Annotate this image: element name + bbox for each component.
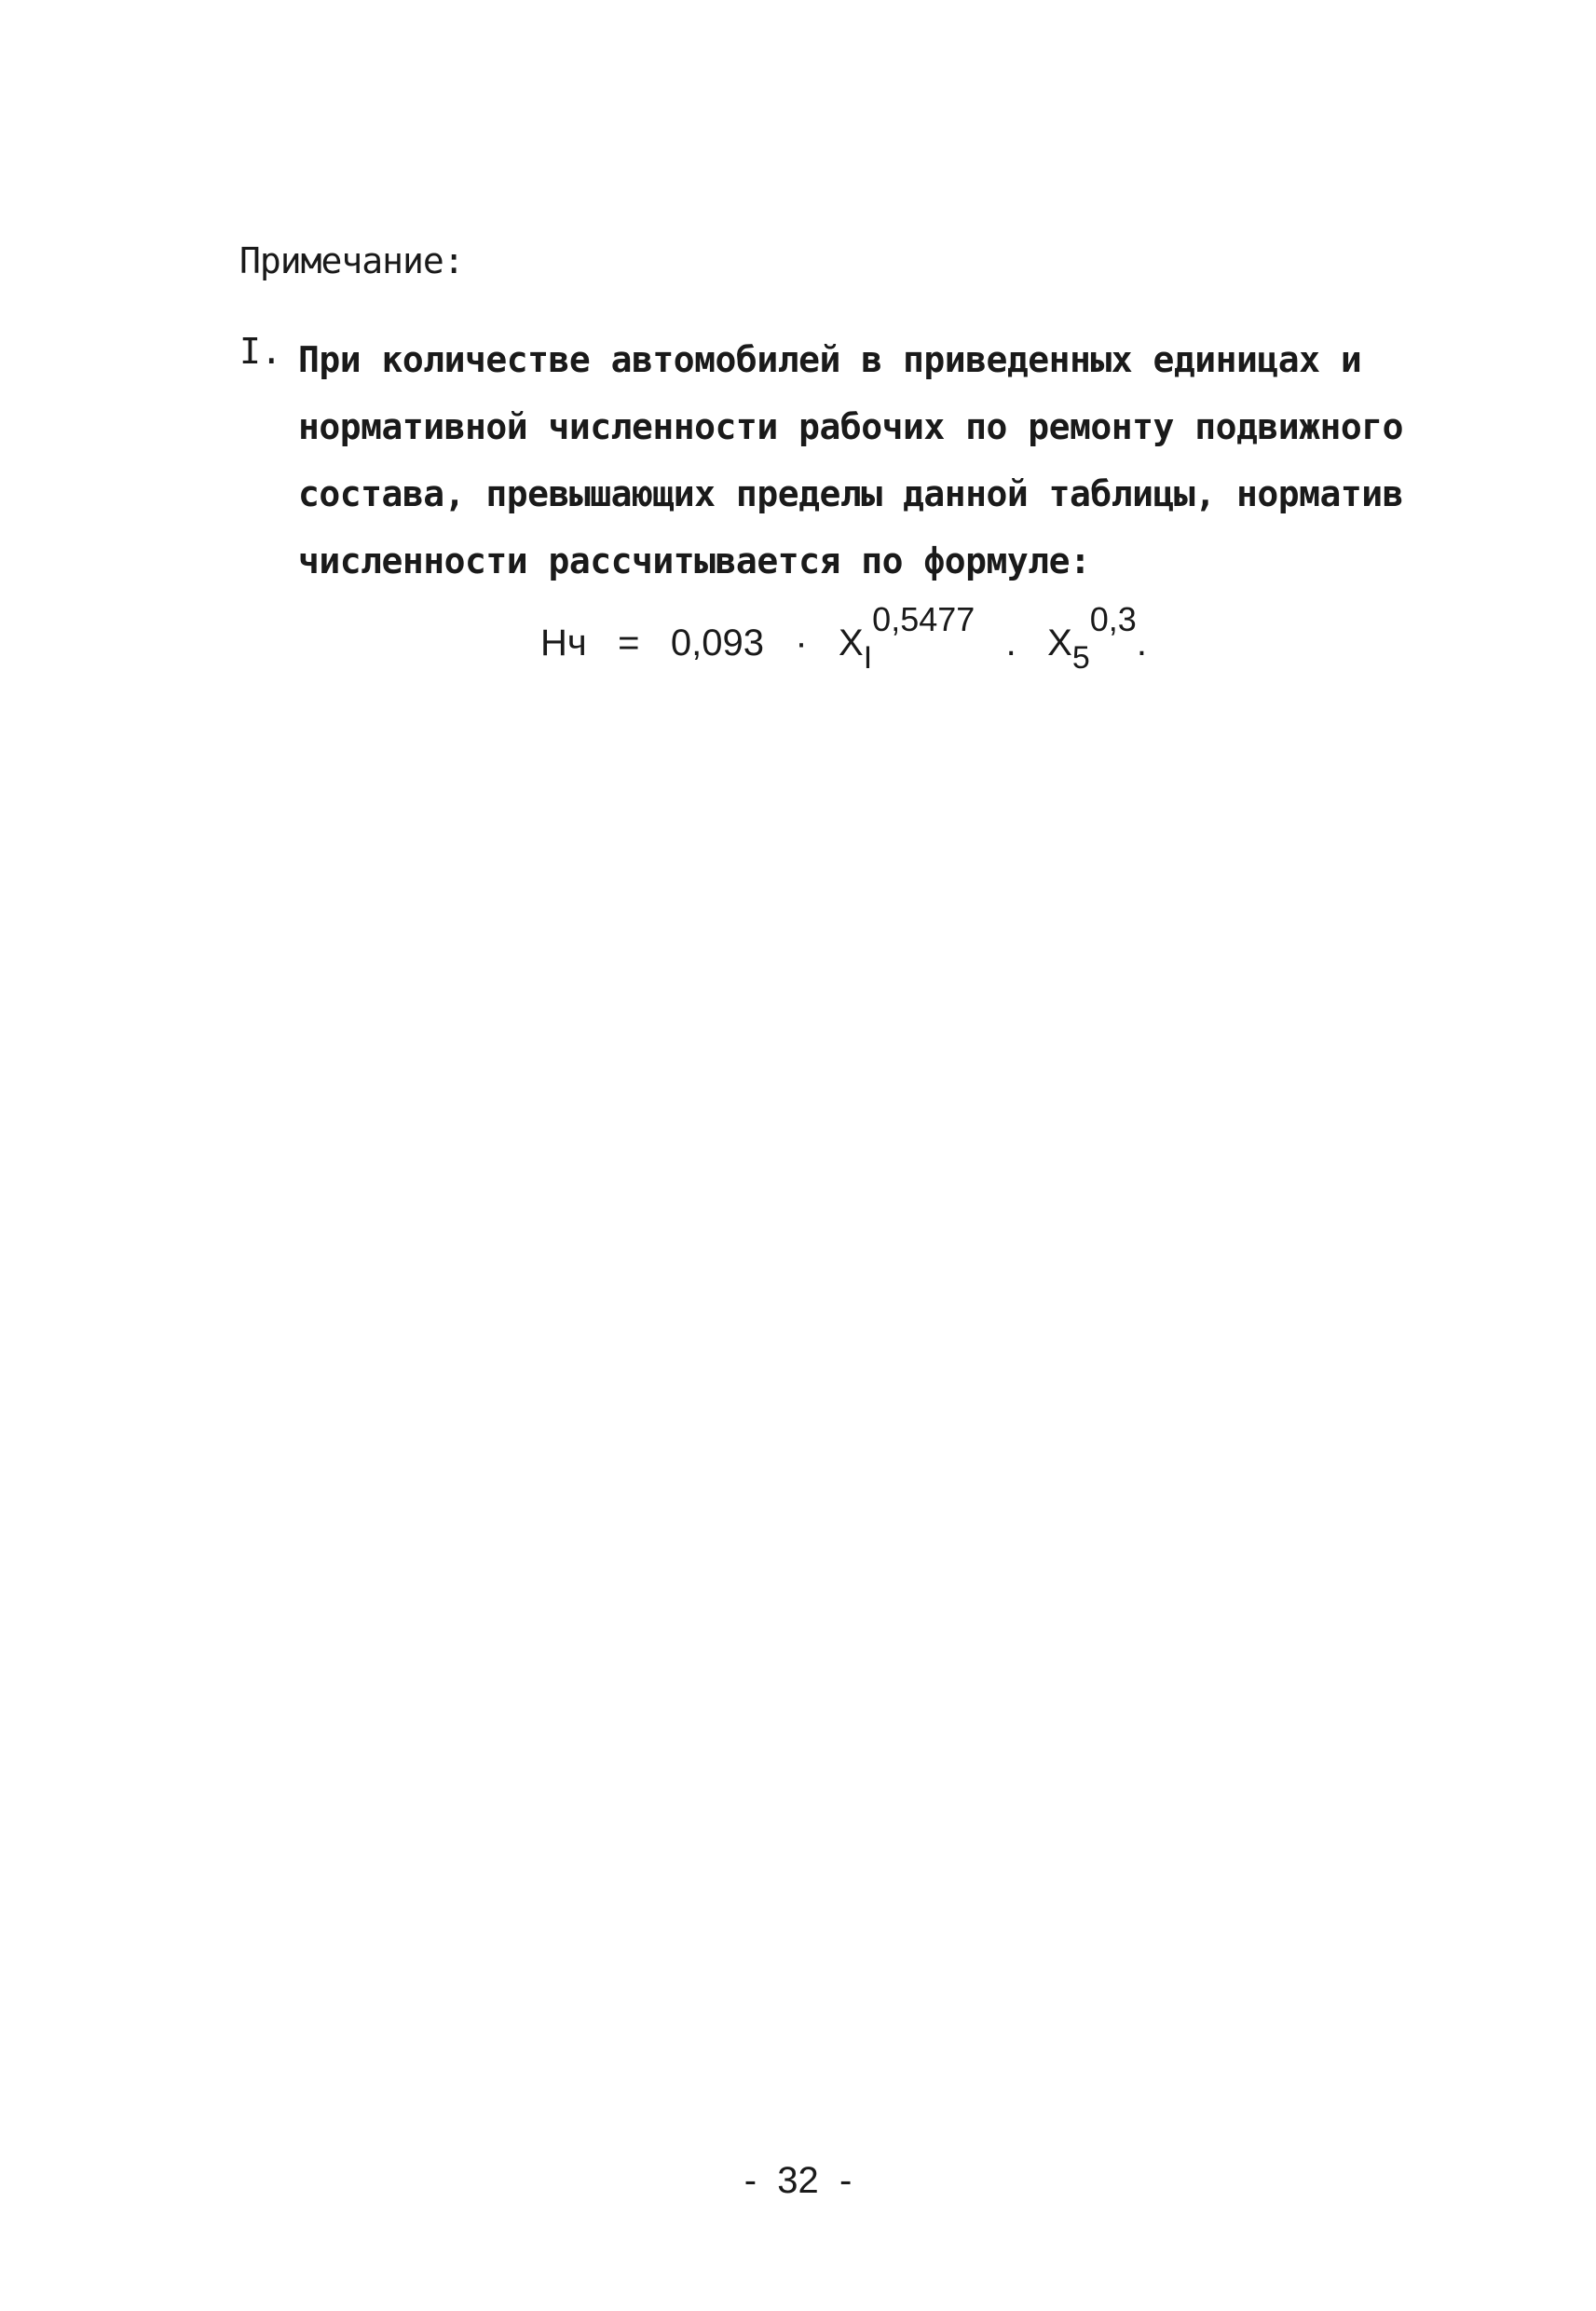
page-number: - 32 - bbox=[743, 2160, 853, 2201]
formula bbox=[540, 600, 1147, 676]
formula-end-period: . bbox=[1136, 622, 1147, 663]
formula-variable-x5: X bbox=[1047, 622, 1072, 663]
note-paragraph bbox=[298, 326, 1416, 595]
paragraph-line: нормативной численности рабочих по ремонту подвижного bbox=[298, 406, 1404, 447]
formula-equals: = bbox=[618, 622, 640, 663]
formula-multiply-dot: . bbox=[1005, 622, 1016, 663]
formula-subscript-5: 5 bbox=[1071, 640, 1090, 676]
formula-exponent-2: 0,3 bbox=[1089, 600, 1137, 638]
formula-lhs: Нч bbox=[540, 622, 587, 663]
item-number: I. bbox=[239, 331, 282, 372]
paragraph-line: При количестве автомобилей в приведенных единицах и bbox=[298, 339, 1362, 380]
formula-coefficient: 0,093 bbox=[670, 622, 764, 663]
formula-subscript-1: I bbox=[863, 640, 873, 676]
formula-variable-x1: X bbox=[839, 622, 864, 663]
note-heading: Примечание: bbox=[239, 240, 464, 281]
formula-multiply-dot: · bbox=[795, 622, 808, 663]
formula-exponent-1: 0,5477 bbox=[872, 600, 975, 638]
paragraph-line: состава, превышающих пределы данной таблицы, норматив bbox=[298, 473, 1404, 514]
paragraph-line: численности рассчитывается по формуле: bbox=[298, 540, 1091, 581]
